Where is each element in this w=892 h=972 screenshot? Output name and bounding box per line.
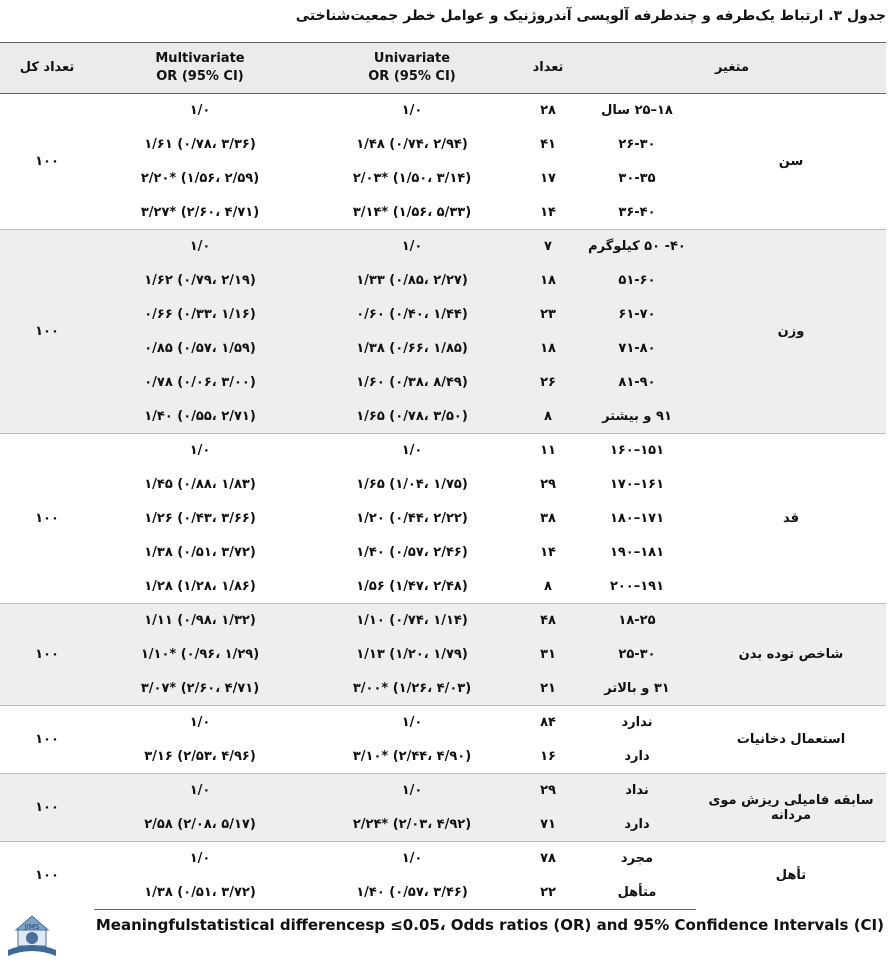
count-cell: ۳۱ [518, 638, 578, 672]
count-cell: ۲۲ [518, 876, 578, 910]
total-count: ۱۰۰ [0, 94, 94, 230]
count-cell: ۲۶ [518, 366, 578, 400]
multivariate-or: ۰/۷۸ (۰/۰۶، ۳/۰۰) [94, 366, 306, 400]
count-cell: ۲۹ [518, 774, 578, 808]
univariate-or: ۲/۲۴* (۲/۰۳، ۴/۹۲) [306, 808, 518, 842]
univariate-or: ۳/۱۰* (۲/۴۴، ۴/۹۰) [352, 748, 472, 764]
level-label: نداد [578, 774, 696, 808]
univariate-or: ۱/۶۵ (۱/۰۴، ۱/۷۵) [356, 477, 468, 492]
count-cell: ۴۸ [518, 604, 578, 638]
footnote: Meaningfulstatistical differencesp ≤0.05، Odds ratios (OR) and 95% Confidence Intervals (CI) [95, 916, 884, 934]
multivariate-or: ۱/۰ [94, 94, 306, 128]
multivariate-or: ۲/۲۰* (۱/۵۶، ۲/۵۹) [140, 171, 260, 186]
count-cell: ۷۱ [518, 808, 578, 842]
count-cell: ۸۴ [518, 706, 578, 740]
header-multivariate: Multivariate OR (95% CI) [94, 43, 306, 94]
count-cell: ۱۴ [540, 204, 556, 220]
multivariate-or: ۱/۱۰* (۰/۹۶، ۱/۲۹) [94, 638, 306, 672]
level-label: ۹۱ و بیشتر [578, 400, 696, 434]
level-label: ۲۵-۳۰ [578, 638, 696, 672]
table-row [0, 94, 886, 128]
count-cell: ۱۱ [518, 434, 578, 468]
univariate-or: ۱/۶۵ (۰/۷۸، ۳/۵۰) [306, 400, 518, 434]
count-cell: ۷ [518, 230, 578, 264]
univariate-or: ۲/۰۳* (۱/۵۰، ۳/۱۴) [352, 171, 472, 186]
variable-name: سابقه فامیلی ریزش موی مردانه [696, 774, 886, 842]
count-cell: ۲۸ [518, 94, 578, 128]
univariate-or: ۱/۲۰ (۰/۴۴، ۲/۲۲) [356, 511, 468, 526]
count-cell: ۱۷ [540, 171, 556, 186]
count-cell: ۱۸ [518, 264, 578, 298]
multivariate-or: ۱/۰ [94, 230, 306, 264]
level-label: مجرد [578, 842, 696, 876]
level-label: ۳۱ و بالاتر [578, 672, 696, 706]
table-row [0, 604, 886, 638]
variable-group [0, 774, 886, 842]
header-count: تعداد [518, 43, 578, 94]
total-count: ۱۰۰ [0, 604, 94, 706]
multivariate-or: ۱/۴۰ (۰/۵۵، ۲/۷۱) [94, 400, 306, 434]
variable-group [0, 230, 886, 434]
count-cell: ۲۳ [518, 298, 578, 332]
multivariate-or: ۱/۳۸ (۰/۵۱، ۳/۷۲) [144, 545, 256, 560]
table-row [0, 230, 886, 264]
multivariate-or: ۱/۶۲ (۰/۷۹، ۲/۱۹) [94, 264, 306, 298]
count-cell: ۸ [544, 578, 552, 594]
level-label: ۱۷۱–۱۸۰ [609, 511, 665, 526]
univariate-or: ۱/۳۸ (۰/۶۶، ۱/۸۵) [306, 332, 518, 366]
variable-name: استعمال دخانیات [696, 706, 886, 774]
variable-name: تأهل [696, 842, 886, 910]
multivariate-or: ۱/۶۱ (۰/۷۸، ۳/۳۶) [144, 137, 256, 152]
univariate-or: ۳/۱۴* (۱/۵۶، ۵/۳۳) [352, 204, 472, 220]
variable-group [0, 604, 886, 706]
univariate-or: ۱/۰ [306, 842, 518, 876]
univariate-or: ۱/۰ [306, 706, 518, 740]
univariate-or: ۱/۱۰ (۰/۷۴، ۱/۱۴) [306, 604, 518, 638]
table-row [0, 774, 886, 808]
level-label: ۷۱-۸۰ [578, 332, 696, 366]
level-label: ندارد [578, 706, 696, 740]
level-label: ۱۵۱–۱۶۰ [578, 434, 696, 468]
level-label: ۶۱-۷۰ [578, 298, 696, 332]
total-count: ۱۰۰ [0, 774, 94, 842]
univariate-or: ۱/۰ [306, 230, 518, 264]
table-title: جدول ۳. ارتباط یک‌طرفه و چندطرفه آلوپسی آندروژنیک و عوامل خطر جمعیت‌شناختی [295, 8, 886, 24]
multivariate-or: ۲/۵۸ (۲/۰۸، ۵/۱۷) [94, 808, 306, 842]
variable-name: وزن [696, 230, 886, 434]
level-label: ۱۹۱–۲۰۰ [609, 578, 665, 594]
header-total: تعداد کل [0, 43, 94, 94]
count-cell: ۳۸ [540, 511, 556, 526]
level-label: ۸۱-۹۰ [578, 366, 696, 400]
results-table [0, 42, 886, 910]
total-count: ۱۰۰ [0, 842, 94, 910]
count-cell: ۴۱ [540, 137, 556, 152]
count-cell: ۲۹ [540, 477, 556, 492]
level-label: ۳۶-۴۰ [618, 204, 656, 220]
variable-name: قد [696, 434, 886, 604]
univariate-or: ۱/۶۰ (۰/۳۸، ۸/۴۹) [306, 366, 518, 400]
univariate-or: ۱/۰ [306, 94, 518, 128]
variable-group [0, 706, 886, 774]
univariate-or: ۱/۰ [306, 434, 518, 468]
multivariate-or: ۳/۲۷* (۲/۶۰، ۴/۷۱) [140, 204, 260, 220]
table-row [0, 434, 886, 468]
multivariate-or: ۱/۲۶ (۰/۴۳، ۳/۶۶) [144, 511, 256, 526]
level-label: دارد [578, 808, 696, 842]
level-label: ۲۶-۳۰ [618, 137, 656, 152]
variable-group [0, 842, 886, 910]
univariate-or: ۱/۵۶ (۱/۴۷، ۲/۴۸) [356, 578, 468, 594]
level-label: متأهل [578, 876, 696, 910]
count-cell: ۲۱ [518, 672, 578, 706]
table-header-row [0, 43, 886, 94]
level-label: دارد [624, 748, 650, 764]
level-label: ۱۸-۲۵ [578, 604, 696, 638]
table-row [0, 842, 886, 876]
multivariate-or: ۰/۶۶ (۰/۳۳، ۱/۱۶) [94, 298, 306, 332]
univariate-or: ۰/۶۰ (۰/۴۰، ۱/۴۴) [306, 298, 518, 332]
total-count: ۱۰۰ [0, 230, 94, 434]
level-label: ۵۱-۶۰ [578, 264, 696, 298]
univariate-or: ۱/۴۰ (۰/۵۷، ۳/۴۶) [306, 876, 518, 910]
variable-group [0, 94, 886, 230]
header-variable: متغیر [578, 43, 886, 94]
level-label: ۴۰- ۵۰ کیلوگرم [578, 230, 696, 264]
multivariate-or: ۱/۳۸ (۰/۵۱، ۳/۷۲) [94, 876, 306, 910]
level-label: ۱۸۱–۱۹۰ [609, 545, 665, 560]
multivariate-or: ۱/۴۵ (۰/۸۸، ۱/۸۳) [144, 477, 256, 492]
univariate-or: ۳/۰۰* (۱/۲۶، ۴/۰۳) [306, 672, 518, 706]
multivariate-or: ۱/۰ [94, 434, 306, 468]
journal-logo-icon [2, 904, 62, 964]
multivariate-or: ۱/۲۸ (۱/۲۸، ۱/۸۶) [144, 578, 256, 594]
level-label: ۱۶۱–۱۷۰ [609, 477, 665, 492]
count-cell: ۱۶ [540, 748, 556, 764]
logo-text: JIMS [24, 923, 40, 931]
variable-name: شاخص توده بدن [696, 604, 886, 706]
univariate-or: ۱/۱۳ (۱/۲۰، ۱/۷۹) [306, 638, 518, 672]
multivariate-or: ۰/۸۵ (۰/۵۷، ۱/۵۹) [94, 332, 306, 366]
count-cell: ۸ [518, 400, 578, 434]
univariate-or: ۱/۰ [306, 774, 518, 808]
multivariate-or: ۳/۰۷* (۲/۶۰، ۴/۷۱) [94, 672, 306, 706]
multivariate-or: ۱/۰ [94, 774, 306, 808]
level-label: ۱۸–۲۵ سال [578, 94, 696, 128]
count-cell: ۱۴ [540, 545, 556, 560]
multivariate-or: ۱/۰ [94, 842, 306, 876]
variable-name: سن [696, 94, 886, 230]
variable-group [0, 434, 886, 604]
multivariate-or: ۱/۰ [94, 706, 306, 740]
univariate-or: ۱/۴۸ (۰/۷۴، ۲/۹۴) [356, 137, 468, 152]
table-row [0, 706, 886, 740]
univariate-or: ۱/۴۰ (۰/۵۷، ۲/۴۶) [356, 545, 468, 560]
multivariate-or: ۳/۱۶ (۲/۵۳، ۴/۹۶) [144, 748, 256, 764]
count-cell: ۷۸ [518, 842, 578, 876]
total-count: ۱۰۰ [0, 434, 94, 604]
total-count: ۱۰۰ [0, 706, 94, 774]
multivariate-or: ۱/۱۱ (۰/۹۸، ۱/۳۲) [94, 604, 306, 638]
header-univariate: Univariate OR (95% CI) [306, 43, 518, 94]
count-cell: ۱۸ [518, 332, 578, 366]
univariate-or: ۱/۳۳ (۰/۸۵، ۲/۲۷) [306, 264, 518, 298]
level-label: ۳۰-۳۵ [618, 171, 656, 186]
